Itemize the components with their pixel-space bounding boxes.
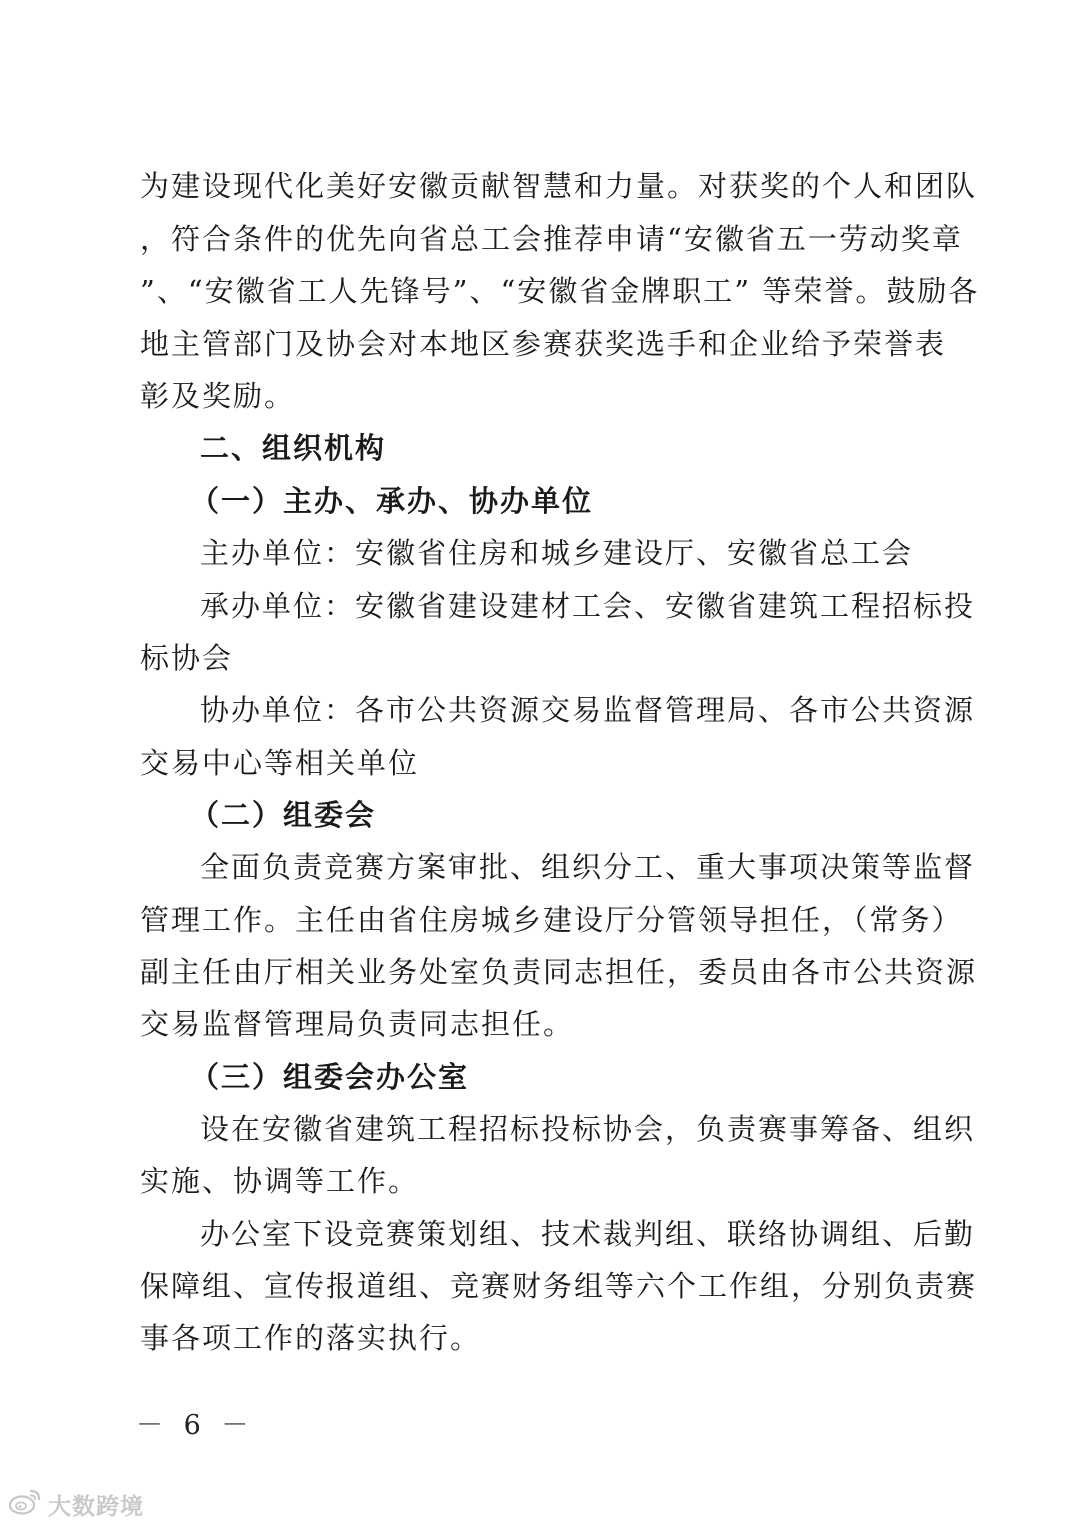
paragraph-line: 承办单位：安徽省建设建材工会、安徽省建筑工程招标投 bbox=[200, 589, 976, 623]
paragraph-line: 协办单位：各市公共资源交易监督管理局、各市公共资源 bbox=[200, 693, 976, 727]
subsection-heading: （二）组委会 bbox=[190, 798, 377, 832]
paragraph-line: 全面负责竞赛方案审批、组织分工、重大事项决策等监督 bbox=[200, 850, 976, 884]
weibo-logo-icon bbox=[8, 1488, 42, 1520]
paragraph-line: 交易中心等相关单位 bbox=[140, 746, 420, 780]
paragraph-line: 设在安徽省建筑工程招标投标协会，负责赛事筹备、组织 bbox=[200, 1112, 976, 1146]
paragraph-line: 主办单位：安徽省住房和城乡建设厅、安徽省总工会 bbox=[200, 536, 914, 570]
paragraph-line: 标协会 bbox=[140, 641, 234, 675]
page-number: － 6 － bbox=[136, 1410, 255, 1441]
paragraph-line: 实施、协调等工作。 bbox=[140, 1164, 420, 1198]
paragraph-line: ，符合条件的优先向省总工会推荐申请“安徽省五一劳动奖章 bbox=[140, 222, 963, 256]
paragraph-line: 事各项工作的落实执行。 bbox=[140, 1321, 482, 1355]
paragraph-line: 交易监督管理局负责同志担任。 bbox=[140, 1007, 575, 1041]
watermark bbox=[8, 1488, 144, 1520]
paragraph-line: 为建设现代化美好安徽贡献智慧和力量。对获奖的个人和团队 bbox=[140, 169, 978, 203]
subsection-heading: （一）主办、承办、协办单位 bbox=[190, 484, 594, 518]
section-heading: 二、组织机构 bbox=[200, 431, 387, 465]
paragraph-line: 保障组、宣传报道组、竞赛财务组等六个工作组，分别负责赛 bbox=[140, 1269, 978, 1303]
paragraph-line: 彰及奖励。 bbox=[140, 379, 296, 413]
watermark-text: 大数跨境 bbox=[48, 1493, 144, 1520]
paragraph-line: ”、“安徽省工人先锋号”、“安徽省金牌职工” 等荣誉。鼓励各 bbox=[140, 274, 980, 308]
paragraph-line: 地主管部门及协会对本地区参赛获奖选手和企业给予荣誉表 bbox=[140, 327, 947, 361]
subsection-heading: （三）组委会办公室 bbox=[190, 1060, 470, 1094]
paragraph-line: 副主任由厅相关业务处室负责同志担任，委员由各市公共资源 bbox=[140, 955, 978, 989]
paragraph-line: 管理工作。主任由省住房城乡建设厅分管领导担任，（常务） bbox=[140, 903, 963, 937]
paragraph-line: 办公室下设竞赛策划组、技术裁判组、联络协调组、后勤 bbox=[200, 1217, 976, 1251]
